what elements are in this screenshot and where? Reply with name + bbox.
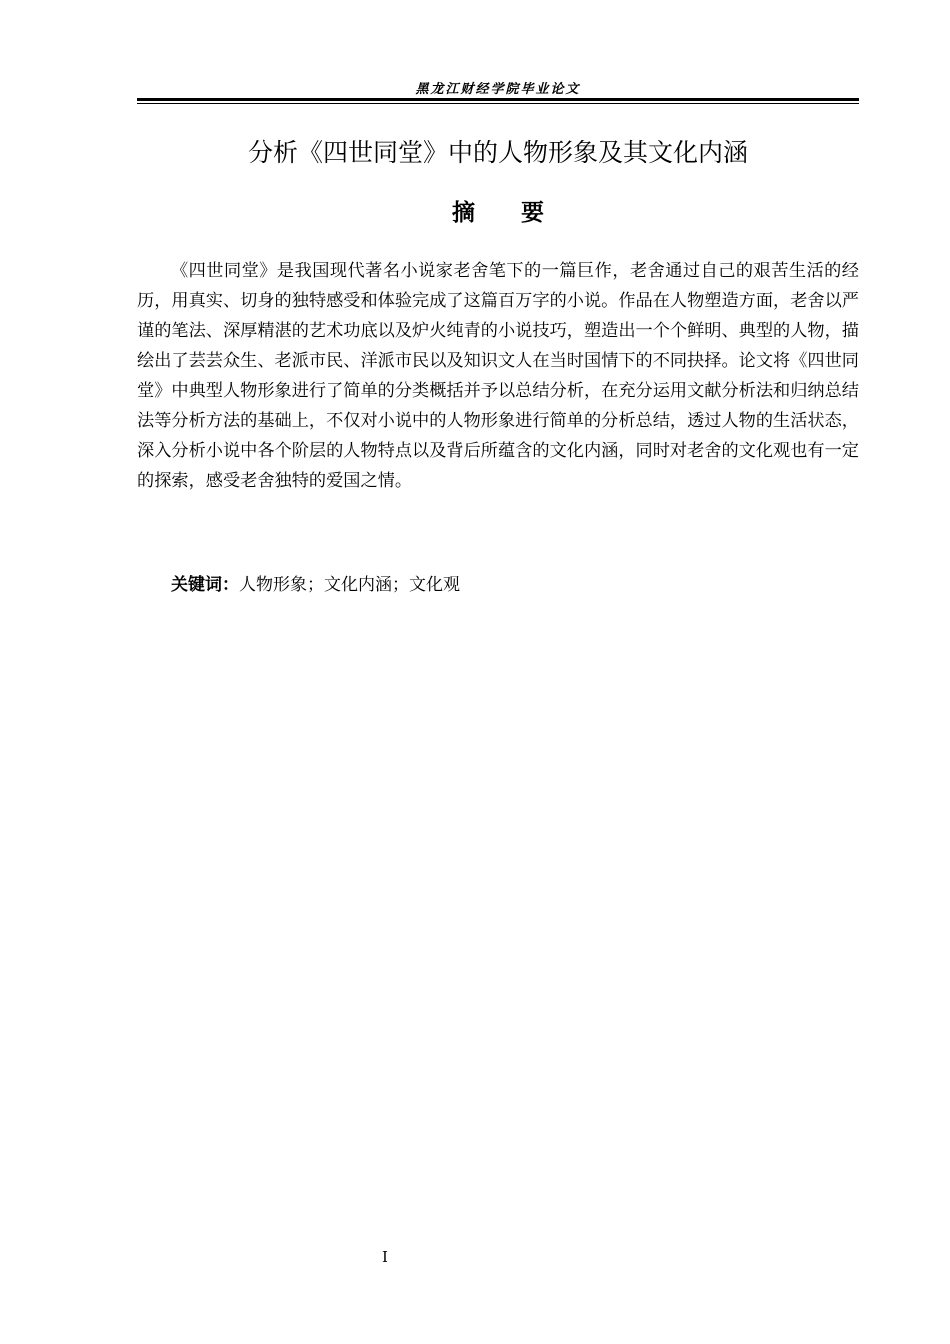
abstract-heading — [137, 194, 859, 227]
abstract-heading-char-2: 要 — [521, 200, 544, 226]
keywords-value: 人物形象；文化内涵；文化观 — [239, 575, 460, 595]
keywords-label: 关键词： — [171, 575, 239, 595]
abstract-body: 《四世同堂》是我国现代著名小说家老舍笔下的一篇巨作，老舍通过自己的艰苦生活的经历，用真实、切身的独特感受和体验完成了这篇百万字的小说。作品在人物塑造方面，老舍以严谨的笔法、深厚精湛的艺术功底以及炉火纯青的小说技巧，塑造出一个个鲜明、典型的人物，描绘出了芸芸众生、老派市民、洋派市民以及知识文人在当时国情下的不同抉择。论文将《四世同堂》中典型人物形象进行了简单的分类概括并予以总结分析，在充分运用文献分析法和归纳总结法等分析方法的基础上，不仅对小说中的人物形象进行简单的分析总结，透过人物的生活状态，深入分析小说中各个阶层的人物特点以及背后所蕴含的文化内涵，同时对老舍的文化观也有一定的探索，感受老舍独特的爱国之情。 — [137, 261, 859, 491]
running-header: 黑龙江财经学院毕业论文 — [415, 82, 581, 97]
keywords-line — [171, 571, 460, 599]
abstract-heading-char-1: 摘 — [452, 200, 475, 226]
header-rule-thick — [137, 98, 859, 101]
header-rule-thin — [137, 103, 859, 104]
thesis-title: 分析《四世同堂》中的人物形象及其文化内涵 — [247, 138, 748, 167]
page-number: I — [382, 1248, 388, 1266]
